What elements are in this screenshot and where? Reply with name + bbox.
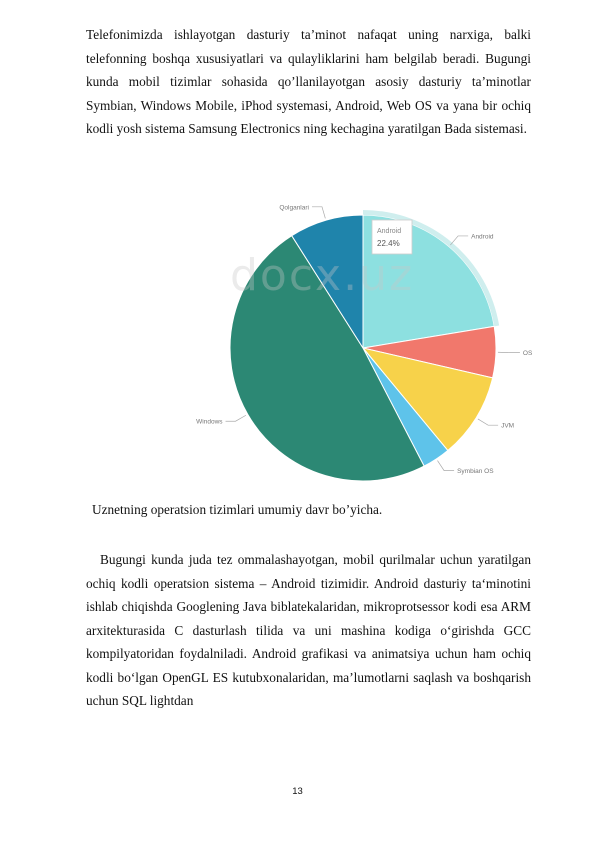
android-paragraph [86,548,531,713]
watermark-text: docx.uz [230,250,415,301]
slice-label-windows: Windows [196,418,223,426]
paragraph-text: Telefonimizda ishlayotgan dasturiy ta’minot nafaqat uning narxiga, balki telefonning boshqa xususiyatlari va qulayliklarini ham belgilab beradi. Bugungi kunda mobil tizimlar sohasida qo’llanilayotgan asosiy dasturiy ta’minotlar Symbian, Windows Mobile, iPhod systemasi, Android, Web OS va yana bir ochiq kodli yosh sistema Samsung Electronics ning kechagina yaratilgan Bada sistemasi. [86,27,531,136]
slice-label-os: OS [522,350,533,358]
figure-caption: Uznetning operatsion tizimlari umumiy davr bo’yicha. [92,502,383,517]
leader-line-qolganlari [312,207,325,219]
tooltip-label: Android [377,228,402,235]
page-number: 13 [292,786,303,797]
intro-paragraph [86,23,531,141]
paragraph-text: Bugungi kunda juda tez ommalashayotgan, mobil qurilmalar uchun yaratilgan ochiq kodli operatsion sistema – Android tizimidir. Android dasturiy ta‘minotini ishlab chiqishda Googlening Java biblatekalaridan, mikroprotsessor kodi esa ARM arxitekturasida C dasturlash tilida va uni mashina kodiga o‘girishda GCC kompilyatoridan foydalniladi. Android grafikasi va animatsiya uchun ham ochiq kodli bo‘lgan OpenGL ES kutubxonalaridan, ma’lumotlarni saqlash va boshqarish uchun SQL lightdan [86,552,531,708]
highlight-tooltip [372,220,412,254]
slice-label-jvm: JVM [501,422,515,430]
os-share-pie-chart [196,200,533,490]
tooltip-value: 22.4% [377,239,400,248]
tooltip-box [372,220,412,254]
leader-line-jvm [478,419,498,425]
leader-line-symbian-os [437,461,454,471]
slice-label-symbian-os: Symbian OS [457,468,494,476]
slice-label-qolganlari: Qolganlari [279,204,309,212]
pie-chart-svg [196,200,533,490]
slice-label-android: Android [471,233,494,241]
leader-line-windows [226,415,246,421]
